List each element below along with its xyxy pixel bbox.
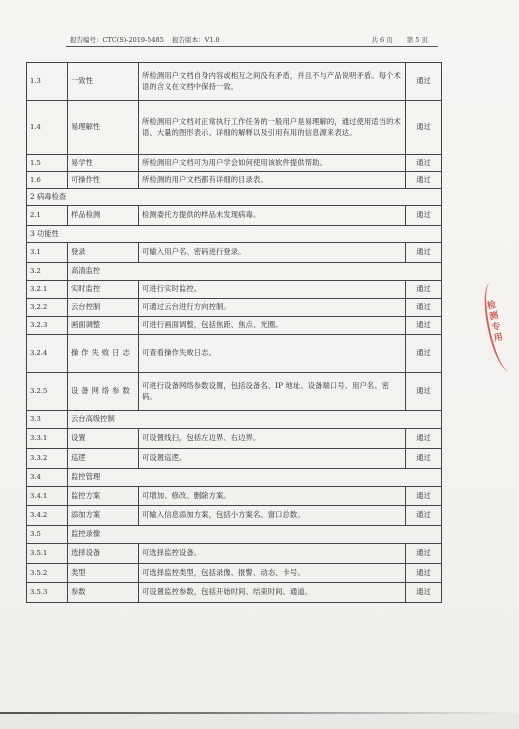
page-number: 第 5 页 (406, 36, 428, 44)
item-description: 可设置监控参数，包括开始时间、结束时间、通道。 (139, 583, 406, 603)
table-row (27, 226, 442, 243)
item-name: 参数 (68, 583, 139, 603)
report-version: 报告版本：V1.0 (172, 36, 220, 44)
item-description: 可增加、修改、删除方案。 (139, 487, 406, 506)
item-number: 3.4.2 (27, 506, 68, 526)
item-description: 所检测用户文档可为用户学会如何使用该软件提供帮助。 (139, 155, 406, 172)
total-pages: 共 6 页 (371, 36, 393, 44)
item-number: 3.5.3 (27, 583, 68, 603)
item-name: 画面调整 (68, 317, 139, 335)
item-name: 云台控制 (68, 299, 139, 317)
item-name: 易理解性 (68, 101, 139, 155)
item-number: 3.2 (27, 263, 68, 281)
report-number: 报告编号：CTC(S)-2019-5485 (70, 36, 164, 44)
item-number: 3.3.1 (27, 429, 68, 449)
item-description: 所检测的用户文档都有详细的目录表。 (139, 172, 406, 189)
item-number: 3.4 (27, 469, 68, 487)
item-name: 一致性 (68, 63, 139, 101)
table-row (27, 263, 442, 281)
item-number: 2.1 (27, 206, 68, 226)
item-number: 3.4.1 (27, 487, 68, 506)
table-row (27, 526, 442, 544)
item-name: 登录 (68, 243, 139, 263)
item-number: 3.2.1 (27, 281, 68, 299)
table-row (27, 506, 442, 526)
item-result: 通过 (406, 564, 442, 583)
item-name: 易学性 (68, 155, 139, 172)
item-name: 设置 (68, 429, 139, 449)
item-result: 通过 (406, 487, 442, 506)
item-number: 3.2.2 (27, 299, 68, 317)
item-number: 3.5.2 (27, 564, 68, 583)
item-description: 可输入用户名、密码进行登录。 (139, 243, 406, 263)
page-info (357, 35, 428, 44)
table-row (27, 335, 442, 373)
table-row (27, 243, 442, 263)
table-row (27, 487, 442, 506)
item-name: 监控方案 (68, 487, 139, 506)
table-row (27, 429, 442, 449)
item-name: 操作失败日志 (68, 335, 139, 373)
item-result: 通过 (406, 335, 442, 373)
item-name: 实时监控 (68, 281, 139, 299)
item-number: 3.3 (27, 411, 68, 429)
page-header (66, 32, 438, 47)
item-number: 3.5 (27, 526, 68, 544)
item-name: 设备网络参数 (68, 373, 139, 411)
group-title: 监控管理 (68, 469, 442, 487)
item-description: 所检测用户文档对正常执行工作任务的一般用户是易理解的，通过使用适当的术语、大量的图形表示、详细的解释以及引用有用的信息源来表达。 (139, 101, 406, 155)
item-result: 通过 (406, 63, 442, 101)
item-result: 通过 (406, 206, 442, 226)
table-row (27, 172, 442, 189)
item-number: 3.2.5 (27, 373, 68, 411)
table-row (27, 317, 442, 335)
table-row (27, 299, 442, 317)
table-row (27, 373, 442, 411)
report-meta (70, 35, 220, 44)
table-row (27, 583, 442, 603)
item-number: 1.3 (27, 63, 68, 101)
item-description: 检测委托方提供的样品未发现病毒。 (139, 206, 406, 226)
item-description: 可设置巡逻。 (139, 449, 406, 469)
group-title: 高清监控 (68, 263, 442, 281)
test-results-table (26, 62, 442, 603)
table-row (27, 281, 442, 299)
inspection-stamp (465, 280, 519, 378)
item-result: 通过 (406, 429, 442, 449)
item-name: 类型 (68, 564, 139, 583)
item-description: 可选择监控设备。 (139, 544, 406, 564)
item-number: 1.6 (27, 172, 68, 189)
item-result: 通过 (406, 172, 442, 189)
item-name: 选择设备 (68, 544, 139, 564)
item-number: 1.5 (27, 155, 68, 172)
item-number: 3.1 (27, 243, 68, 263)
item-description: 可进行设备网络参数设置，包括设备名、IP 地址、设备端口号、用户名、密码。 (139, 373, 406, 411)
item-description: 可输入信息添加方案，包括小方案名、窗口总数。 (139, 506, 406, 526)
item-description: 可进行实时监控。 (139, 281, 406, 299)
item-description: 可设置线扫，包括左边界、右边界。 (139, 429, 406, 449)
table-row (27, 411, 442, 429)
item-description: 可选择监控类型，包括录像、报警、动态、卡号。 (139, 564, 406, 583)
item-description: 可进行画面调整，包括焦距、焦点、光圈。 (139, 317, 406, 335)
table-row (27, 449, 442, 469)
item-result: 通过 (406, 373, 442, 411)
item-number: 3.2.4 (27, 335, 68, 373)
table-row (27, 189, 442, 206)
item-result: 通过 (406, 281, 442, 299)
group-title: 云台高级控制 (68, 411, 442, 429)
item-number: 3.5.1 (27, 544, 68, 564)
item-result: 通过 (406, 101, 442, 155)
scan-margin (0, 714, 519, 729)
item-result: 通过 (406, 449, 442, 469)
table-row (27, 155, 442, 172)
table-row (27, 206, 442, 226)
item-number: 3.2.3 (27, 317, 68, 335)
item-result: 通过 (406, 155, 442, 172)
item-name: 巡逻 (68, 449, 139, 469)
item-result: 通过 (406, 317, 442, 335)
item-name: 添加方案 (68, 506, 139, 526)
table-body (27, 63, 442, 603)
item-name: 可操作性 (68, 172, 139, 189)
item-description: 所检测用户文档自身内容或相互之间没有矛盾，并且不与产品说明矛盾。每个术语的含义在文档中保持一致。 (139, 63, 406, 101)
table-row (27, 469, 442, 487)
section-heading: 3 功能性 (27, 226, 442, 243)
item-description: 可查看操作失败日志。 (139, 335, 406, 373)
item-result: 通过 (406, 243, 442, 263)
table-row (27, 564, 442, 583)
item-name: 样品检测 (68, 206, 139, 226)
item-number: 3.3.2 (27, 449, 68, 469)
section-heading: 2 病毒检查 (27, 189, 442, 206)
item-result: 通过 (406, 506, 442, 526)
item-result: 通过 (406, 583, 442, 603)
table-row (27, 544, 442, 564)
table-row (27, 101, 442, 155)
item-description: 可通过云台进行方向控制。 (139, 299, 406, 317)
item-number: 1.4 (27, 101, 68, 155)
stamp-text: 检测专用 (486, 300, 504, 345)
item-result: 通过 (406, 544, 442, 564)
group-title: 监控录像 (68, 526, 442, 544)
item-result: 通过 (406, 299, 442, 317)
table-row (27, 63, 442, 101)
